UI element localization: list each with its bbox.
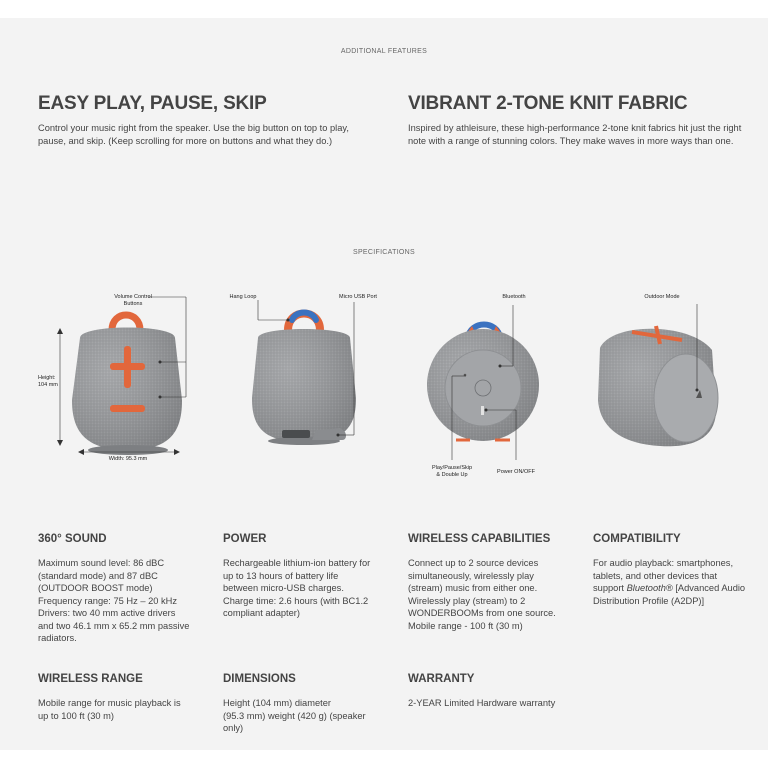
power-button (481, 406, 484, 415)
spec-title-compatibility: COMPATIBILITY (593, 533, 681, 545)
additional-features-heading: ADDITIONAL FEATURES (340, 48, 428, 55)
feature-title-knit-fabric: VIBRANT 2-TONE KNIT FABRIC (408, 93, 688, 114)
product-diagram (0, 280, 768, 490)
spec-title-range: WIRELESS RANGE (38, 673, 143, 685)
spec-body-dimensions: Height (104 mm) diameter (95.3 mm) weight (420 g) (speaker only) (223, 698, 366, 733)
spec-body-wireless: Connect up to 2 source devices simultaneously, wirelessly play (stream) music from either one. Wirelessly play (stream) to 2 WONDERBOOMs from one source. Mobile range - 100 ft (30 m) (408, 558, 556, 631)
speaker-bottom-view (598, 304, 718, 446)
feature-body-easy-play: Control your music right from the speaker. Use the big button on top to play, pause, and skip. (Keep scrolling for more on buttons and what they do.) (38, 123, 349, 146)
usb-port (282, 430, 310, 438)
speaker-back-view (252, 300, 356, 445)
label-play-pause: Play/Pause/Skip & Double Up (431, 465, 473, 478)
feature-title-easy-play: EASY PLAY, PAUSE, SKIP (38, 93, 267, 114)
spec-body-power: Rechargeable lithium-ion battery for up to 13 hours of battery life between micro-USB charges. Charge time: 2.6 hours (with BC1.2 compliant adapter) (223, 558, 371, 618)
spec-body-compatibility: For audio playback: smartphones, tablets, and other devices that support Bluetooth® [Advanced Audio Distribution Profile (A2DP)] (593, 558, 746, 606)
label-outdoor-mode: Outdoor Mode (644, 294, 680, 300)
label-power: Power ON/OFF (497, 469, 535, 475)
label-width: Width: 95.3 mm (108, 456, 148, 462)
spec-title-sound: 360° SOUND (38, 533, 107, 545)
spec-body-warranty: 2-YEAR Limited Hardware warranty (408, 698, 556, 708)
specifications-heading: SPECIFICATIONS (352, 249, 416, 256)
speaker-top-view (427, 305, 539, 460)
label-height: Height: 104 mm (38, 375, 58, 388)
label-bluetooth: Bluetooth (502, 294, 526, 300)
label-micro-usb: Micro USB Port (339, 294, 377, 300)
label-volume-control: Volume Control Buttons (114, 294, 152, 307)
spec-body-range: Mobile range for music playback is up to 100 ft (30 m) (38, 698, 181, 721)
label-hang-loop: Hang Loop (229, 294, 257, 300)
feature-body-knit-fabric: Inspired by athleisure, these high-performance 2-tone knit fabrics hit just the right note with a range of stunning colors. They make waves in more ways than one. (408, 123, 742, 146)
minus-icon (110, 405, 145, 412)
speaker-front-view (57, 297, 186, 455)
spec-title-wireless: WIRELESS CAPABILITIES (408, 533, 551, 545)
spec-title-power: POWER (223, 533, 267, 545)
spec-title-warranty: WARRANTY (408, 673, 475, 685)
spec-body-sound: Maximum sound level: 86 dBC (standard mode) and 87 dBC (OUTDOOR BOOST mode) Frequency range: 75 Hz – 20 kHz Drivers: two 40 mm active drivers and two 46.1 mm x 65.2 mm passive radiators. (38, 558, 190, 643)
spec-title-dimensions: DIMENSIONS (223, 673, 296, 685)
